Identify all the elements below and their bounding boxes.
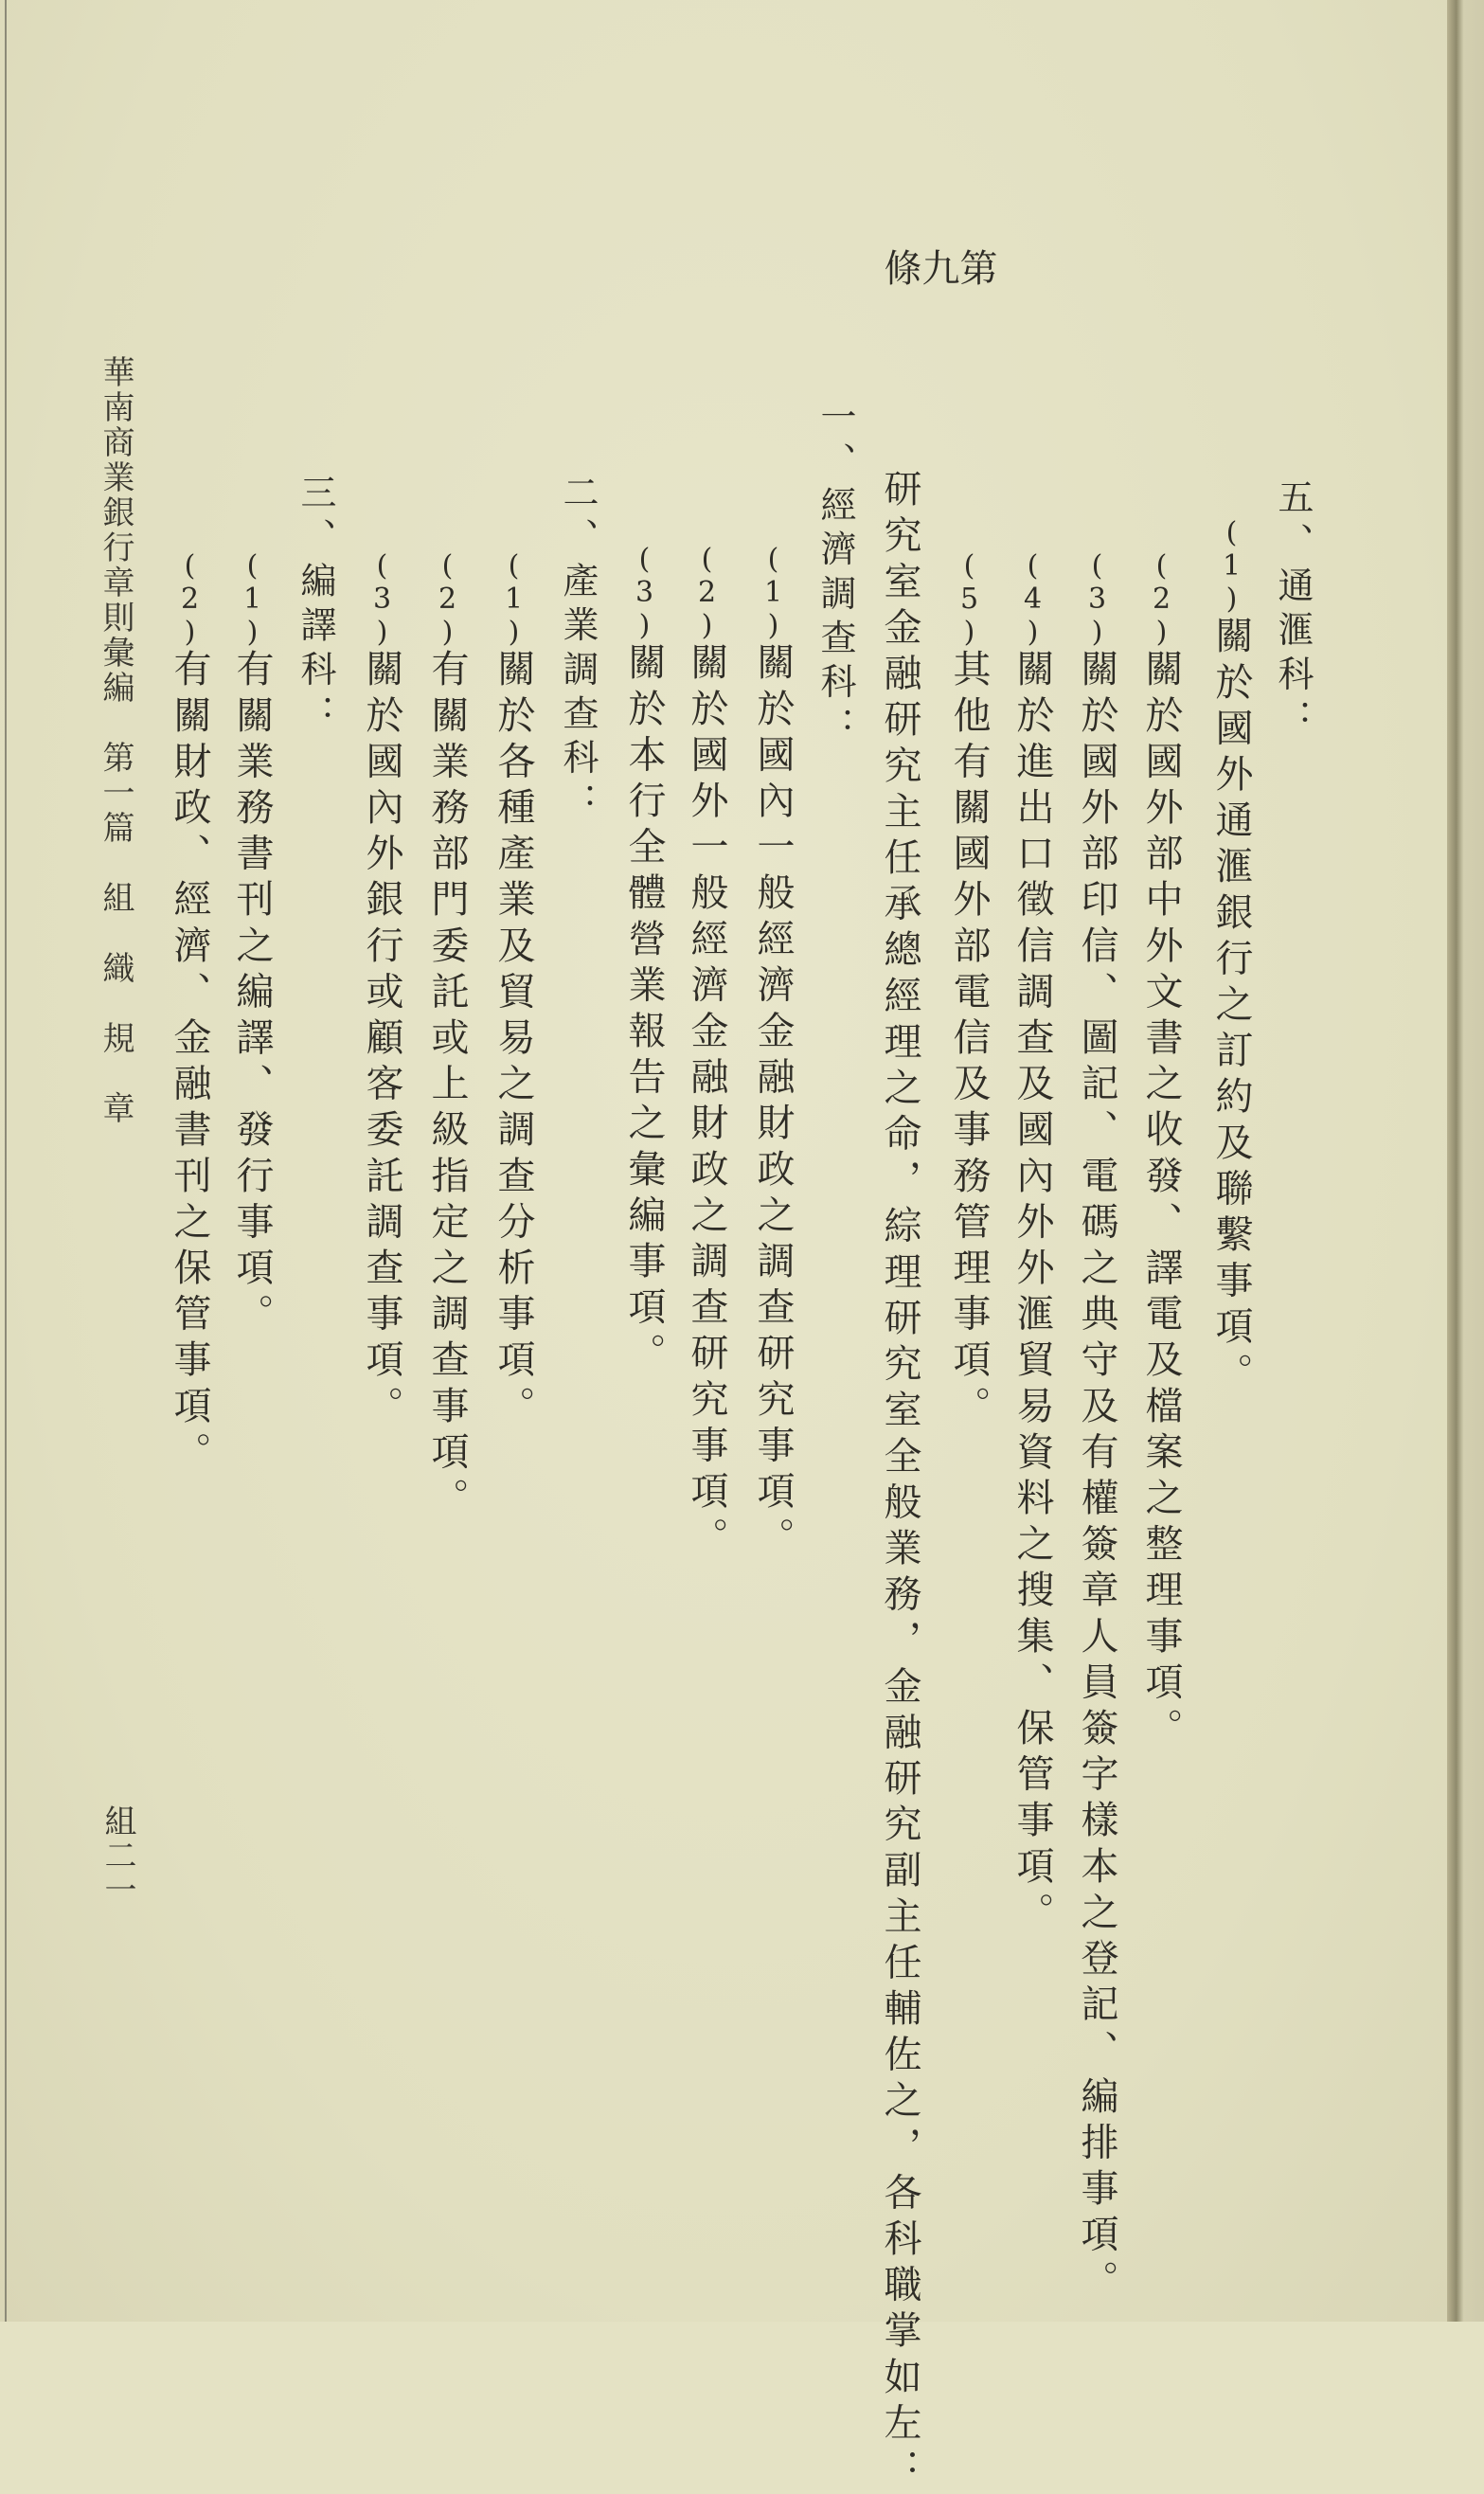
division-heading-translation: 三、編譯科： (295, 474, 336, 739)
left-margin-rule (5, 0, 7, 2322)
list-item: (2)關於國外一般經濟金融財政之調查研究事項。 (685, 543, 728, 1563)
division-heading-economic: 一、經濟調查科： (814, 398, 856, 751)
list-item: (2)關於國外部中外文書之收發、譯電及檔案之整理事項。 (1139, 549, 1183, 1754)
section-heading-tonghui: 五、通滙科： (1272, 478, 1314, 744)
list-item: (1)有關業務書刊之編譯、發行事項。 (230, 549, 274, 1339)
list-item: (4)關於進出口徵信調查及國內外外滙貿易資料之搜集、保管事項。 (1010, 549, 1054, 1938)
division-heading-industry: 二、產業調查科： (557, 474, 599, 827)
running-title: 華南商業銀行章則彙編 第一篇 組 織 規 章 (97, 355, 134, 1126)
book-spine-shadow (1447, 0, 1484, 2322)
list-item: (1)關於國外通滙銀行之訂約及聯繫事項。 (1209, 516, 1253, 1399)
list-item: (3)關於國內外銀行或顧客委託調查事項。 (360, 549, 403, 1432)
page-number: 組二一 (98, 1804, 136, 1907)
list-item: (1)關於國內一般經濟金融財政之調查研究事項。 (751, 543, 795, 1563)
article-body: 研究室金融研究主任承總經理之命，綜理研究室全般業務，金融研究副主任輔佐之，各科職掌如左： (878, 469, 921, 2494)
list-item: (2)有關財政、經濟、金融書刊之保管事項。 (168, 549, 211, 1478)
list-item: (1)關於各種產業及貿易之調查分析事項。 (492, 549, 535, 1432)
article-label: 第 九 條 (878, 248, 997, 295)
list-item: (3)關於本行全體營業報告之彙編事項。 (622, 543, 666, 1379)
list-item: (3)關於國外部印信、圖記、電碼之典守及有權簽章人員簽字樣本之登記、編排事項。 (1075, 549, 1118, 2306)
list-item: (2)有關業務部門委託或上級指定之調查事項。 (425, 549, 469, 1524)
list-item: (5)其他有關國外部電信及事務管理事項。 (947, 549, 991, 1432)
